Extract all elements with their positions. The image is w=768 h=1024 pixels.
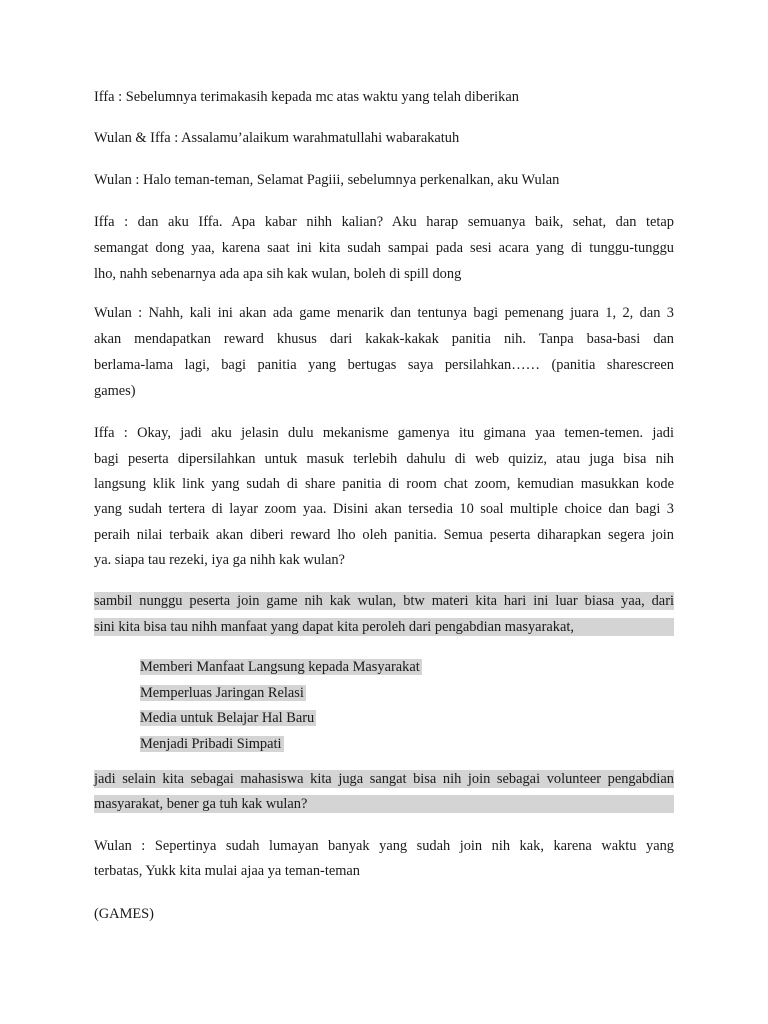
- text-line: yang sudah tertera di layar zoom yaa. Disini akan tersedia 10 soal multiple choice dan bagi 3: [94, 501, 674, 517]
- text-line: Iffa : Okay, jadi aku jelasin dulu mekanisme gamenya itu gimana yaa temen-temen. jadi: [94, 425, 674, 441]
- text-line: akan mendapatkan reward khusus dari kakak-kakak panitia nih. Tanpa basa-basi dan: [94, 331, 674, 347]
- text-line: Wulan : Nahh, kali ini akan ada game menarik dan tentunya bagi pemenang juara 1, 2, dan 3: [94, 305, 674, 321]
- text-line: Iffa : dan aku Iffa. Apa kabar nihh kalian? Aku harap semuanya baik, sehat, dan tetap: [94, 214, 674, 230]
- text-line: Wulan & Iffa : Assalamu’alaikum warahmatullahi wabarakatuh: [94, 130, 460, 146]
- highlighted-line: masyarakat, bener ga tuh kak wulan?: [94, 795, 674, 813]
- text-line: peraih nilai terbaik akan diberi reward lho oleh panitia. Semua peserta diharapkan segera join: [94, 527, 674, 543]
- text-line: bagi peserta dipersilahkan untuk masuk terlebih dahulu di web quiziz, atau juga bisa nih: [94, 451, 674, 467]
- benefit-item: Menjadi Pribadi Simpati: [140, 736, 282, 752]
- benefit-item: Memberi Manfaat Langsung kepada Masyarakat: [140, 659, 420, 675]
- text-line: Wulan : Sepertinya sudah lumayan banyak yang sudah join nih kak, karena waktu yang: [94, 838, 674, 854]
- text-line: ya. siapa tau rezeki, iya ga nihh kak wulan?: [94, 552, 345, 568]
- highlighted-line: sini kita bisa tau nihh manfaat yang dapat kita peroleh dari pengabdian masyarakat,: [94, 618, 674, 636]
- text-line: games): [94, 383, 136, 399]
- highlighted-line: sambil nunggu peserta join game nih kak wulan, btw materi kita hari ini luar biasa yaa, dari: [94, 593, 674, 609]
- benefit-item: Memperluas Jaringan Relasi: [140, 685, 304, 701]
- text-line: semangat dong yaa, karena saat ini kita sudah sampai pada sesi acara yang di tunggu-tunggu: [94, 240, 674, 256]
- highlighted-line: jadi selain kita sebagai mahasiswa kita juga sangat bisa nih join sebagai volunteer pengabdian: [94, 771, 674, 787]
- text-line: terbatas, Yukk kita mulai ajaa ya teman-teman: [94, 863, 360, 879]
- text-line: Iffa : Sebelumnya terimakasih kepada mc atas waktu yang telah diberikan: [94, 89, 519, 105]
- text-line: berlama-lama lagi, bagi panitia yang bertugas saya persilahkan…… (panitia sharescreen: [94, 357, 674, 373]
- text-line: lho, nahh sebenarnya ada apa sih kak wulan, boleh di spill dong: [94, 266, 462, 282]
- text-line: langsung klik link yang sudah di share panitia di room chat zoom, kemudian masukkan kode: [94, 476, 674, 492]
- text-line: (GAMES): [94, 906, 154, 922]
- text-line: Wulan : Halo teman-teman, Selamat Pagiii, sebelumnya perkenalkan, aku Wulan: [94, 172, 560, 188]
- benefit-item: Media untuk Belajar Hal Baru: [140, 710, 315, 726]
